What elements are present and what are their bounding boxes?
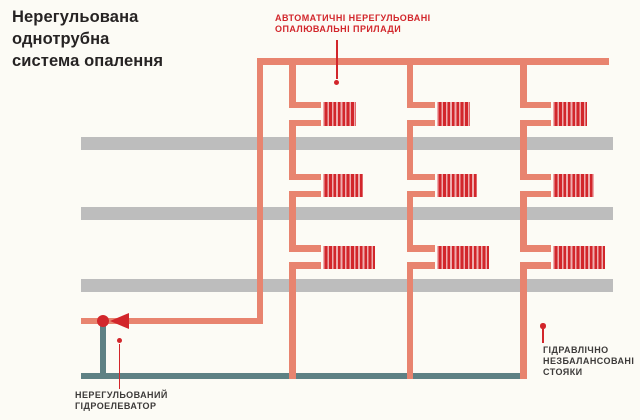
riser-pipe-segment bbox=[289, 120, 296, 181]
label-line: СТОЯКИ bbox=[543, 367, 583, 377]
leader-line bbox=[336, 40, 338, 79]
radiator bbox=[318, 98, 362, 130]
leader-line bbox=[542, 329, 544, 343]
radiator bbox=[548, 170, 599, 201]
floor-slab bbox=[81, 207, 613, 220]
radiator-inlet-stub bbox=[520, 174, 551, 181]
riser-pipe-segment bbox=[520, 262, 527, 379]
elevator-nozzle-triangle-icon bbox=[110, 313, 129, 329]
radiator bbox=[432, 170, 483, 201]
leader-dot bbox=[334, 80, 339, 85]
riser-pipe-segment bbox=[289, 262, 296, 379]
page-title bbox=[12, 6, 163, 72]
radiator-inlet-stub bbox=[407, 102, 435, 109]
radiator-inlet-stub bbox=[289, 102, 321, 109]
riser-pipe-segment bbox=[407, 120, 414, 181]
leader-dot bbox=[117, 338, 122, 343]
title-line: однотрубна bbox=[12, 30, 110, 48]
radiator-inlet-stub bbox=[520, 245, 551, 252]
radiator-inlet-stub bbox=[407, 174, 435, 181]
elevator-outlet-pipe bbox=[100, 321, 107, 376]
riser-pipe-segment bbox=[520, 120, 527, 181]
radiator-inlet-stub bbox=[407, 245, 435, 252]
label-line: ГІДРОЕЛЕВАТОР bbox=[75, 401, 157, 411]
riser-pipe-segment bbox=[520, 191, 527, 252]
return-bottom-pipe bbox=[81, 373, 526, 380]
riser-pipe-segment bbox=[289, 191, 296, 252]
supply-top-pipe bbox=[257, 58, 609, 65]
label-line: ГІДРАВЛІЧНО bbox=[543, 345, 609, 355]
riser-pipe-segment bbox=[407, 262, 414, 379]
radiator-inlet-stub bbox=[289, 174, 321, 181]
label-hydraulically-unbalanced-risers bbox=[543, 345, 634, 378]
floor-slab bbox=[81, 279, 613, 292]
label-unregulated-hydro-elevator bbox=[75, 390, 168, 412]
radiator bbox=[432, 98, 476, 130]
radiator bbox=[318, 242, 380, 273]
radiator bbox=[432, 242, 494, 273]
label-line: НЕРЕГУЛЬОВАНИЙ bbox=[75, 390, 168, 400]
title-line: Нерегульована bbox=[12, 8, 139, 26]
floor-slab bbox=[81, 137, 613, 150]
supply-downcomer-pipe bbox=[257, 58, 264, 324]
riser-pipe-segment bbox=[407, 191, 414, 252]
label-line: АВТОМАТИЧНІ НЕРЕГУЛЬОВАНІ bbox=[275, 13, 431, 23]
elevator-dot bbox=[97, 315, 109, 327]
label-line: НЕЗБАЛАНСОВАНІ bbox=[543, 356, 635, 366]
label-line: ОПАЛЮВАЛЬНІ ПРИЛАДИ bbox=[275, 23, 402, 34]
radiator-inlet-stub bbox=[289, 245, 321, 252]
radiator-inlet-stub bbox=[520, 102, 551, 109]
leader-line bbox=[119, 344, 121, 389]
title-line: система опалення bbox=[12, 52, 164, 70]
leader-dot bbox=[540, 323, 545, 328]
radiator bbox=[548, 98, 592, 130]
radiator bbox=[318, 170, 369, 201]
label-automatic-unregulated-radiators bbox=[275, 13, 431, 34]
radiator bbox=[548, 242, 610, 273]
